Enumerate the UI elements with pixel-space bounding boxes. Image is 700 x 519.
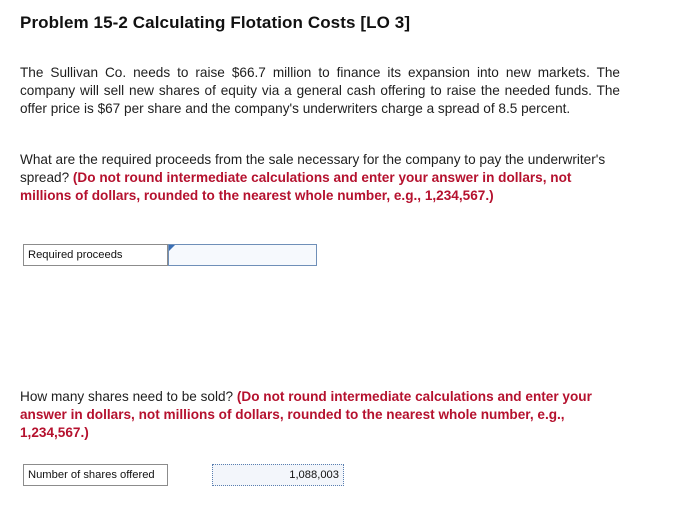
- question-1-text: What are the required proceeds from the sale necessary for the company to pay the underwriter's spread?: [20, 152, 606, 185]
- answer-row-required-proceeds: [23, 244, 317, 266]
- question-1: [20, 151, 620, 205]
- problem-title: Problem 15-2 Calculating Flotation Costs [LO 3]: [20, 13, 411, 32]
- required-proceeds-input[interactable]: [169, 245, 316, 265]
- question-2-instruction: (Do not round intermediate calculations and enter your answer in dollars, not millions of dollars, rounded to the nearest whole number, e.g., 1,234,567.): [20, 389, 592, 440]
- input-marker-icon: [169, 245, 175, 251]
- question-2-text: How many shares need to be sold?: [20, 389, 237, 404]
- answer-row-shares-offered: [23, 464, 344, 486]
- required-proceeds-cell[interactable]: [168, 244, 317, 266]
- shares-offered-value[interactable]: 1,088,003: [212, 464, 344, 486]
- required-proceeds-label: Required proceeds: [23, 244, 168, 266]
- problem-intro: The Sullivan Co. needs to raise $66.7 million to finance its expansion into new markets. The company will sell new shares of equity via a general cash offering to raise the needed funds. The offer price is $67 per share and the company's underwriters charge a spread of 8.5 percent.: [20, 65, 620, 116]
- shares-offered-label: Number of shares offered: [23, 464, 168, 486]
- question-1-instruction: (Do not round intermediate calculations and enter your answer in dollars, not millions of dollars, rounded to the nearest whole number, e.g., 1,234,567.): [20, 170, 572, 203]
- question-2: [20, 388, 620, 442]
